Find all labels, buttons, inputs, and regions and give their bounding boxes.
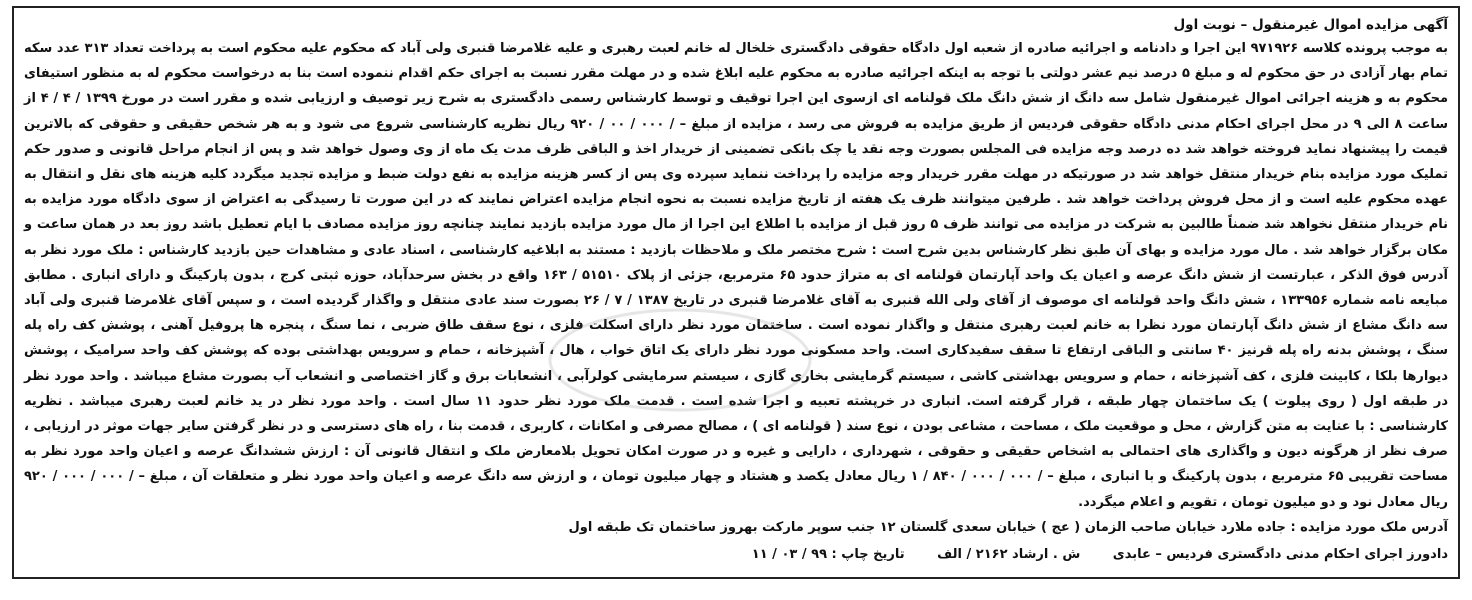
- notice-address: آدرس ملک مورد مزایده : جاده ملارد خیابان صاحب الزمان ( عج ) خیابان سعدی گلستان ۱۲ جنب سوپر مارکت بهروز ساختمان تک طبقه اول: [568, 519, 1448, 535]
- notice-title: آگهی مزایده اموال غیرمنقول – نوبت اول: [1173, 17, 1448, 33]
- notice-frame: [12, 6, 1460, 579]
- license-number: ش . ارشاد ۲۱۶۲ / الف: [937, 546, 1081, 562]
- notice-footer: [24, 542, 1448, 567]
- notice-body: به موجب پرونده کلاسه ۹۷۱۹۲۶ این اجرا و دادنامه و اجرائیه صادره از شعبه اول دادگاه حقوقی دادگستری خلخال له خانم لعبت رهبری و علیه غلامرضا قنبری ولی آباد که محکوم علیه محکوم است به پرداخت تعداد ۳۱۳ عدد سکه تمام بهار آزادی در حق محکوم له و مبلغ ۵ درصد نیم عشر دولتی با توجه به اینکه اجرائیه صادره به محکوم علیه ابلاغ شده و در مهلت مقرر نسبت به اجرای حکم اقدام ننموده است بنا به درخواست محکوم له به منظور استیفای محکوم به و هزینه اجرائی اموال غیرمنقول شامل سه دانگ از شش دانگ ملک قولنامه ای ازسوی این اجرا توقیف و توسط کارشناس رسمی دادگستری به شرح زیر توصیف و ارزیابی شده و مقرر است در مورخ ۱۳۹۹ / ۴ / ۴ از ساعت ۸ الی ۹ در محل اجرای احکام مدنی دادگاه حقوقی فردیس از طریق مزایده به فروش می رسد ، مزایده از مبلغ – / ۰۰۰ / ۰۰ / ۹۲۰ ریال نظریه کارشناسی شروع می شود و به هر شخص حقیقی و حقوقی که بالاترین قیمت را پیشنهاد نماید فروخته خواهد شد ده درصد وجه مزایده فی المجلس بصورت وجه نقد یا چک بانکی تضمینی از خریدار اخذ و الباقی ظرف مدت یک ماه از وی وصول خواهد شد و پس از انجام مراحل قانونی و صدور حکم تملیک مورد مزایده بنام خریدار منتقل خواهد شد در صورتیکه در مهلت مقرر خریدار وجه مزایده را پرداخت ننماید سپرده وی پس از کسر هزینه مزایده به نفع دولت ضبط و مزایده تجدید میگردد کلیه هزینه های نقل و انتقال به عهده محکوم علیه است و از محل فروش پرداخت خواهد شد . طرفین میتوانند ظرف یک هفته از تاریخ مزایده نسبت به نحوه انجام مزایده اعتراض نمایند که در این صورت تا رسیدگی به اعتراض از سوی دادگاه مورد مزایده به نام خریدار منتقل نخواهد شد ضمناً طالبین به شرکت در مزایده می توانند ظرف ۵ روز قبل از مزایده با اطلاع این اجرا از مال مورد مزایده بازدید نمایند چنانچه روز مزایده مصادف با ایام تعطیل باشد روز بعد در همان ساعت و مکان برگزار خواهد شد . مال مورد مزایده و بهای آن طبق نظر کارشناس بدین شرح است : شرح مختصر ملک و ملاحظات بازدید : مستند به ابلاغیه کارشناسی ، اسناد عادی و مشاهدات حین بازدید کارشناس : ملک مورد نظر به آدرس فوق الذکر ، عبارتست از شش دانگ عرصه و اعیان یک واحد آپارتمان قولنامه ای به متراژ حدود ۶۵ مترمربع، جزئی از پلاک ۵۱۵۱۰ / ۱۶۳ واقع در بخش سرحدآباد، حوزه ثبتی کرج ، بدون پارکینگ و دارای انباری . مطابق مبایعه نامه شماره ۱۳۳۹۵۶ ، شش دانگ واحد قولنامه ای موصوف از آقای ولی الله قنبری به آقای غلامرضا قنبری در تاریخ ۱۳۸۷ / ۷ / ۲۶ بصورت سند عادی منتقل و واگذار گردیده است ، و سپس آقای غلامرضا قنبری ولی آباد سه دانگ مشاع از شش دانگ آپارتمان مورد نظرا به خانم لعبت رهبری منتقل و واگذار نموده است . ساختمان مورد نظر دارای اسکلت فلزی ، نوع سقف طاق ضربی ، نما سنگ ، پنجره ها پروفیل آهنی ، پوشش کف راه پله سنگ ، پوشش بدنه راه پله قرنیز ۴۰ سانتی و الباقی ارتفاع تا سقف سفیدکاری است. واحد مسکونی مورد نظر دارای یک اتاق خواب ، هال ، آشپزخانه ، حمام و سرویس بهداشتی بوده که پوشش کف واحد سرامیک ، پوشش دیوارها بلکا ، کابینت فلزی ، کف آشپزخانه ، حمام و سرویس بهداشتی کاشی ، سیستم گرمایشی بخاری گازی ، سیستم سرمایشی کولرآبی ، انشعابات برق و گاز اختصاصی و انشعاب آب بصورت مشاع میباشد . واحد مورد نظر در طبقه اول ( روی پیلوت ) یک ساختمان چهار طبقه ، قرار گرفته است. انباری در خرپشته تعبیه و اجرا شده است . قدمت ملک مورد نظر حدود ۱۱ سال است . واحد مورد نظر در ید خانم لعبت رهبری میباشد . نظریه کارشناسی : با عنایت به متن گزارش ، محل و موقعیت ملک ، مساحت ، مشاعی بودن ، نوع سند ( قولنامه ای ) ، مصالح مصرفی و امکانات ، کاربری ، قدمت بنا ، راه های دسترسی و در نظر گرفتن سایر جهات موثر در ارزیابی ، صرف نظر از هرگونه دیون و واگذاری های احتمالی به اشخاص حقیقی و حقوقی ، شهرداری ، دارایی و غیره و در صورت امکان تحویل بلامعارض ملک و انتقال قانونی آن : ارزش ششدانگ عرصه و اعیان واحد مورد نظر به مساحت تقریبی ۶۵ مترمربع ، بدون پارکینگ و با انباری ، مبلغ – / ۰۰۰ / ۰۰۰ / ۸۴۰ / ۱ ریال معادل یکصد و هشتاد و چهار میلیون تومان ، و ارزش سه دانگ عرصه و اعیان واحد مورد نظر و متعلقات آن ، مبلغ – / ۰۰۰ / ۰۰۰ / ۹۲۰ ریال معادل نود و دو میلیون تومان ، تقویم و اعلام میگردد.: [24, 41, 1449, 510]
- print-date: تاریخ چاپ : ۹۹ / ۰۳ / ۱۱: [751, 546, 905, 562]
- signature-text: دادورز اجرای احکام مدنی دادگستری فردیس – عابدی: [1112, 546, 1448, 562]
